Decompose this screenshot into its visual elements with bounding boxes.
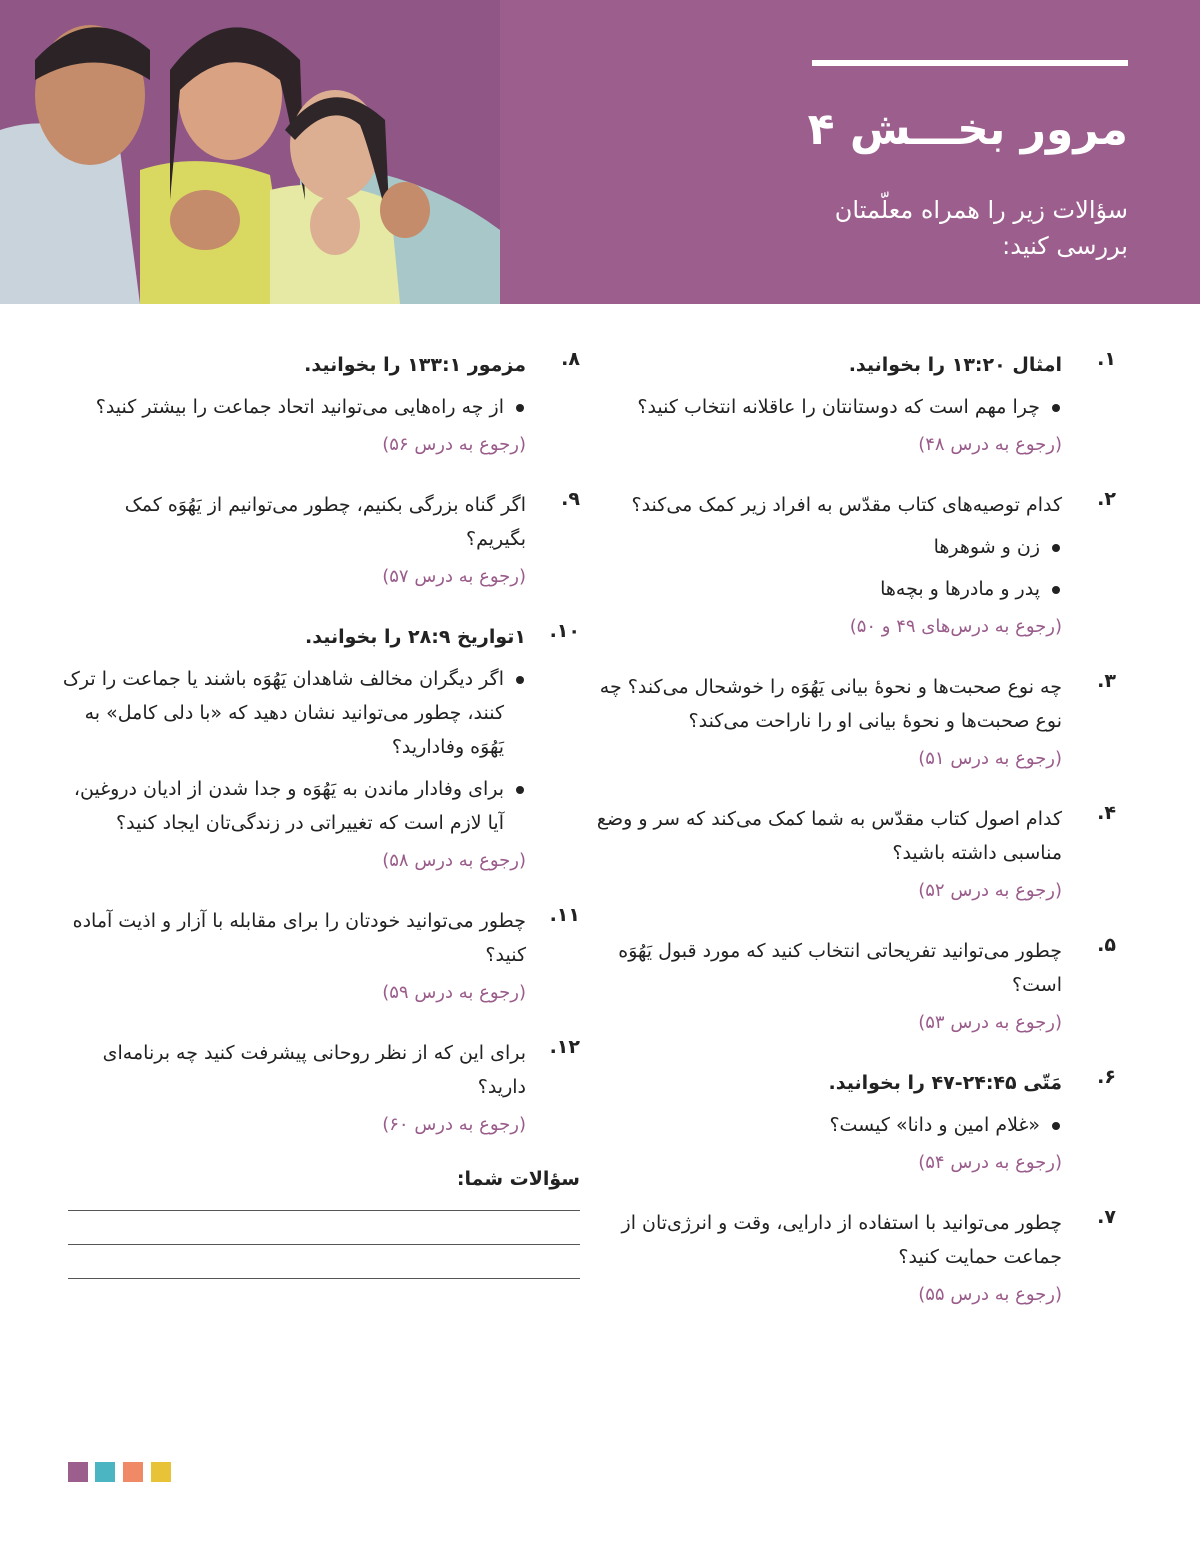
question-text: ۱تواریخ ۲۸:۹ را بخوانید. bbox=[305, 626, 526, 648]
lesson-reference: (رجوع به درس ۵۹) bbox=[382, 982, 526, 1003]
bullet-point: از چه راه‌هایی می‌توانید اتحاد جماعت را بیشتر کنید؟ bbox=[60, 390, 526, 424]
bullet-point: زن و شوهرها bbox=[596, 530, 1062, 564]
left-column bbox=[60, 348, 580, 1312]
question-item bbox=[60, 904, 580, 1010]
question-item bbox=[596, 1206, 1116, 1312]
question-number: ۱۲. bbox=[549, 1036, 580, 1058]
question-number: ۴. bbox=[1097, 802, 1116, 824]
question-number: ۷. bbox=[1097, 1206, 1116, 1228]
bullet-point: پدر و مادرها و بچه‌ها bbox=[596, 572, 1062, 606]
question-item bbox=[596, 348, 1116, 462]
family-praying-illustration bbox=[0, 0, 500, 304]
writing-line[interactable] bbox=[68, 1210, 580, 1211]
lesson-reference: (رجوع به درس ۶۰) bbox=[382, 1114, 526, 1135]
question-item bbox=[596, 934, 1116, 1040]
question-text: کدام توصیه‌های کتاب مقدّس به افراد زیر کمک می‌کند؟ bbox=[631, 494, 1062, 516]
bullet-point: «غلام امین و دانا» کیست؟ bbox=[596, 1108, 1062, 1142]
your-questions-label: سؤالات شما: bbox=[456, 1168, 580, 1190]
question-item bbox=[596, 1066, 1116, 1180]
lesson-reference: (رجوع به درس ۵۴) bbox=[918, 1152, 1062, 1173]
question-text: چطور می‌توانید با استفاده از دارایی، وقت و انرژی‌تان از جماعت حمایت کنید؟ bbox=[621, 1212, 1062, 1268]
header-rule bbox=[812, 60, 1128, 66]
bullet-point: اگر دیگران مخالف شاهدان یَهُوَه باشند یا جماعت را ترک کنند، چطور می‌توانید نشان دهید که «با دلی کامل» به یَهُوَه وفادارید؟ bbox=[60, 662, 526, 764]
question-text: برای این که از نظر روحانی پیشرفت کنید چه برنامه‌ای دارید؟ bbox=[102, 1042, 526, 1098]
question-text: امثال ۱۳:۲۰ را بخوانید. bbox=[848, 354, 1062, 376]
question-number: ۶. bbox=[1097, 1066, 1116, 1088]
question-item bbox=[596, 802, 1116, 908]
lesson-reference: (رجوع به درس ۵۵) bbox=[918, 1284, 1062, 1305]
lesson-reference: (رجوع به درس ۵۲) bbox=[918, 880, 1062, 901]
header-banner bbox=[0, 0, 1200, 304]
question-text: مزمور ۱۳۳:۱ را بخوانید. bbox=[304, 354, 526, 376]
lesson-reference: (رجوع به درس ۵۶) bbox=[382, 434, 526, 455]
question-number: ۸. bbox=[561, 348, 580, 370]
lesson-reference: (رجوع به درس ۴۸) bbox=[918, 434, 1062, 455]
question-number: ۲. bbox=[1097, 488, 1116, 510]
lesson-reference: (رجوع به درس‌های ۴۹ و ۵۰) bbox=[849, 616, 1062, 637]
footer-square-1 bbox=[68, 1462, 88, 1482]
question-number: ۱۱. bbox=[549, 904, 580, 926]
question-text: مَتّی ۲۴:۴۵-۴۷ را بخوانید. bbox=[828, 1072, 1062, 1094]
question-number: ۳. bbox=[1097, 670, 1116, 692]
footer-square-4 bbox=[151, 1462, 171, 1482]
question-number: ۱. bbox=[1097, 348, 1116, 370]
question-item bbox=[60, 620, 580, 878]
lesson-reference: (رجوع به درس ۵۱) bbox=[918, 748, 1062, 769]
question-item bbox=[60, 348, 580, 462]
writing-line[interactable] bbox=[68, 1278, 580, 1279]
question-item bbox=[60, 1036, 580, 1142]
question-text: چطور می‌توانید تفریحاتی انتخاب کنید که مورد قبول یَهُوَه است؟ bbox=[618, 940, 1062, 996]
writing-line[interactable] bbox=[68, 1244, 580, 1245]
bullet-point: چرا مهم است که دوستانتان را عاقلانه انتخاب کنید؟ bbox=[596, 390, 1062, 424]
question-number: ۹. bbox=[561, 488, 580, 510]
question-item bbox=[596, 670, 1116, 776]
question-text: چه نوع صحبت‌ها و نحوهٔ بیانی یَهُوَه را خوشحال می‌کند؟ چه نوع صحبت‌ها و نحوهٔ بیانی او را ناراحت می‌کند؟ bbox=[599, 676, 1062, 732]
lesson-reference: (رجوع به درس ۵۸) bbox=[382, 850, 526, 871]
question-item bbox=[60, 488, 580, 594]
question-number: ۵. bbox=[1097, 934, 1116, 956]
bullet-point: برای وفادار ماندن به یَهُوَه و جدا شدن از ادیان دروغین، آیا لازم است که تغییراتی در زندگی‌تان ایجاد کنید؟ bbox=[60, 772, 526, 840]
question-number: ۱۰. bbox=[549, 620, 580, 642]
question-text: کدام اصول کتاب مقدّس به شما کمک می‌کند که سر و وضع مناسبی داشته باشید؟ bbox=[596, 808, 1062, 864]
question-text: اگر گناه بزرگی بکنیم، چطور می‌توانیم از یَهُوَه کمک بگیریم؟ bbox=[124, 494, 526, 550]
footer-square-2 bbox=[95, 1462, 115, 1482]
right-column bbox=[596, 348, 1116, 1338]
question-text: چطور می‌توانید خودتان را برای مقابله با آزار و اذیت آماده کنید؟ bbox=[72, 910, 526, 966]
question-item bbox=[596, 488, 1116, 644]
footer-square-3 bbox=[123, 1462, 143, 1482]
lesson-reference: (رجوع به درس ۵۳) bbox=[918, 1012, 1062, 1033]
page-subtitle: سؤالات زیر را همراه معلّمتان بررسی کنید: bbox=[834, 196, 1128, 260]
lesson-reference: (رجوع به درس ۵۷) bbox=[382, 566, 526, 587]
page-title: مرور بخـــش ۴ bbox=[807, 104, 1128, 155]
